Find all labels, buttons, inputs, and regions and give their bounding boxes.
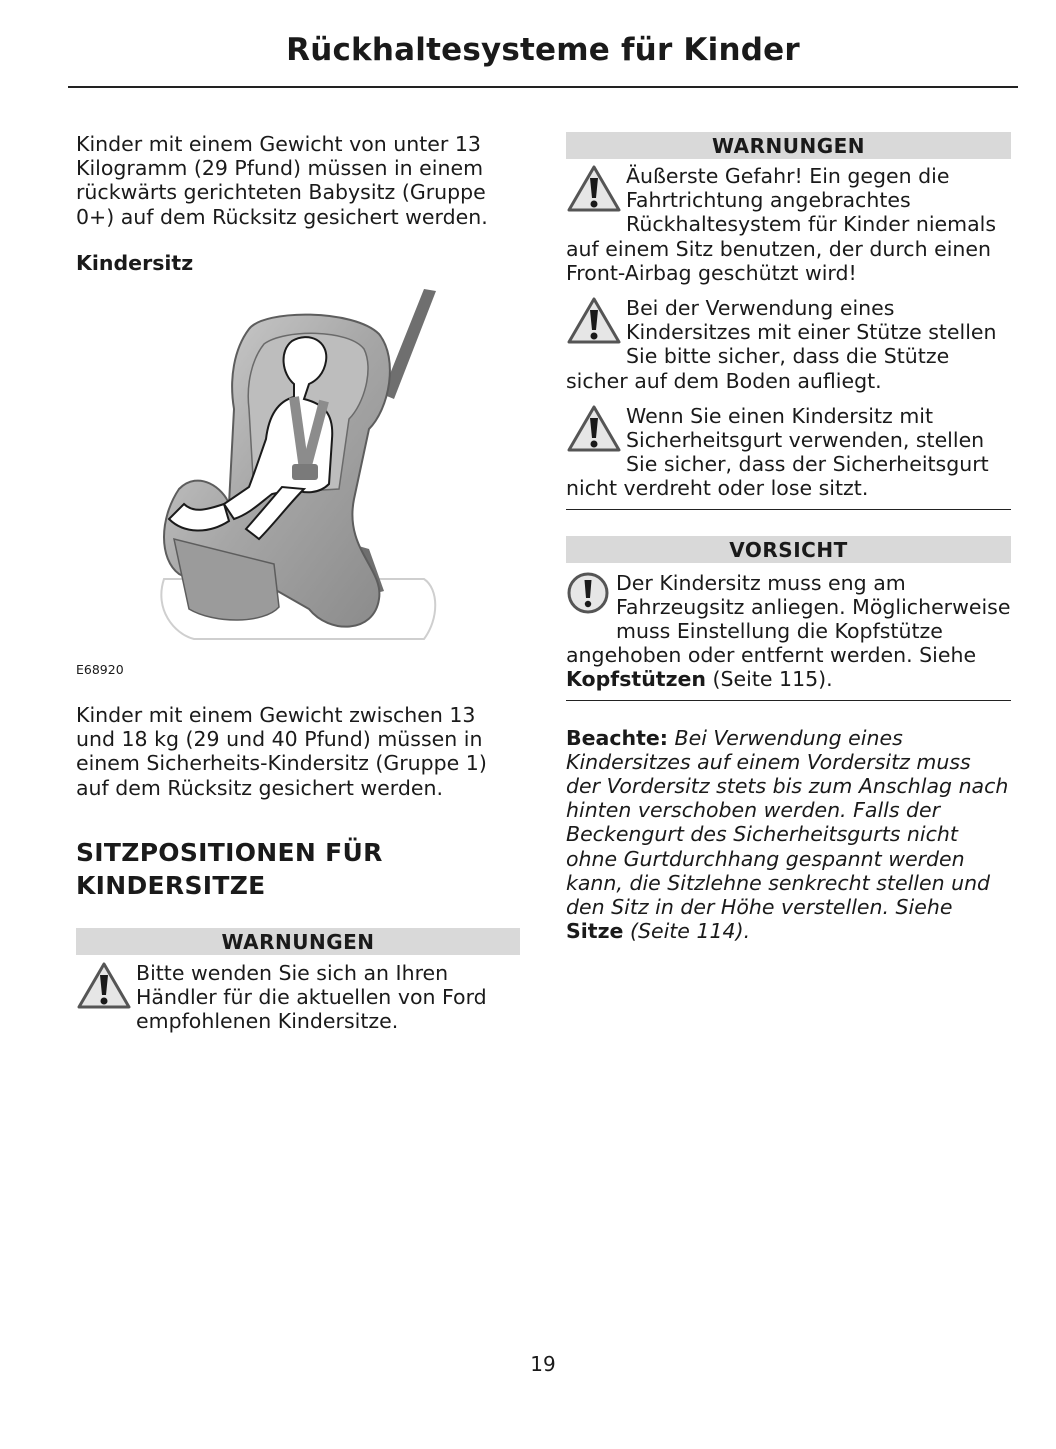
warning-item — [566, 404, 1011, 501]
group1-paragraph: Kinder mit einem Gewicht zwischen 13 und 18 kg (29 und 40 Pfund) müssen in einem Sicherheits-Kindersitz (Gruppe 1) auf dem Rücksitz gesichert werden. — [76, 703, 487, 800]
child-seat-figure — [76, 289, 520, 679]
warning-item — [566, 164, 1011, 285]
note-link-sitze[interactable]: Sitze — [566, 919, 624, 944]
warning-triangle-icon — [566, 404, 622, 454]
note-label: Beachte: — [566, 725, 669, 750]
warning-item-text: Bei der Verwendung eines Kindersitzes mit einer Stütze stellen Sie bitte sicher, dass die Stütze sicher auf dem Boden aufliegt. — [566, 296, 997, 393]
caution-circle-icon — [566, 571, 612, 621]
page-number: 19 — [530, 1352, 556, 1376]
section-title-line2: KINDERSITZE — [76, 870, 266, 900]
warning-triangle-icon — [566, 164, 622, 214]
note-text — [566, 726, 1011, 944]
warning-triangle-icon — [566, 296, 622, 346]
warning-triangle-icon — [76, 961, 132, 1011]
section-title — [76, 836, 520, 902]
warning-left — [76, 961, 520, 1034]
warning-item-text: Äußerste Gefahr! Ein gegen die Fahrtrichtung angebrachtes Rückhaltesystem für Kinder niemals auf einem Sitz benutzen, der durch einen Front-Airbag geschützt wird! — [566, 164, 997, 285]
caution-page-ref: (Seite 115). — [706, 667, 833, 692]
title-divider — [68, 86, 1018, 88]
warning-item-text: Wenn Sie einen Kindersitz mit Sicherheitsgurt verwenden, stellen Sie sicher, dass der Sicherheitsgurt nicht verdreht oder lose sitzt. — [566, 403, 989, 501]
caution-item — [566, 571, 1011, 692]
left-column — [76, 132, 520, 1033]
note-block — [566, 726, 1011, 944]
caution-text-body: Der Kindersitz muss eng am Fahrzeugsitz anliegen. Möglicherweise muss Einstellung die Kopfstütze angehoben oder entfernt werden. Siehe — [566, 570, 1011, 668]
section-title-line1: SITZPOSITIONEN FÜR — [76, 837, 383, 867]
subheading-kindersitz: Kindersitz — [76, 250, 194, 275]
warnings-heading-left: WARNUNGEN — [76, 928, 520, 955]
note-body: Bei Verwendung eines Kindersitzes auf einem Vordersitz muss der Vordersitz stets bis zum Anschlag nach hinten verschoben werden. Falls der Beckengurt des Sicherheitsgurts nicht ohne Gurtdurchhang gespannt werden kann, die Sitzlehne senkrecht stellen und den Sitz in der Höhe verstellen. Siehe — [566, 725, 1009, 920]
caution-end-rule — [566, 700, 1011, 701]
child-seat-illustration — [154, 289, 444, 641]
figure-id: E68920 — [76, 662, 124, 678]
note-page-ref: (Seite 114). — [623, 919, 751, 944]
page-title: Rückhaltesysteme für Kinder — [286, 32, 800, 68]
caution-text — [566, 571, 1011, 692]
right-column — [566, 132, 1011, 943]
warning-item — [566, 296, 1011, 393]
warnings-heading-right: WARNUNGEN — [566, 132, 1011, 159]
warning-left-text: Bitte wenden Sie sich an Ihren Händler für die aktuellen von Ford empfohlenen Kindersitze. — [136, 960, 487, 1034]
caution-heading: VORSICHT — [566, 536, 1011, 563]
caution-link-kopfstuetzen[interactable]: Kopfstützen — [566, 667, 707, 692]
intro-paragraph: Kinder mit einem Gewicht von unter 13 Kilogramm (29 Pfund) müssen in einem rückwärts gerichteten Babysitz (Gruppe 0+) auf dem Rücksitz gesichert werden. — [76, 132, 488, 229]
warnings-end-rule — [566, 509, 1011, 510]
